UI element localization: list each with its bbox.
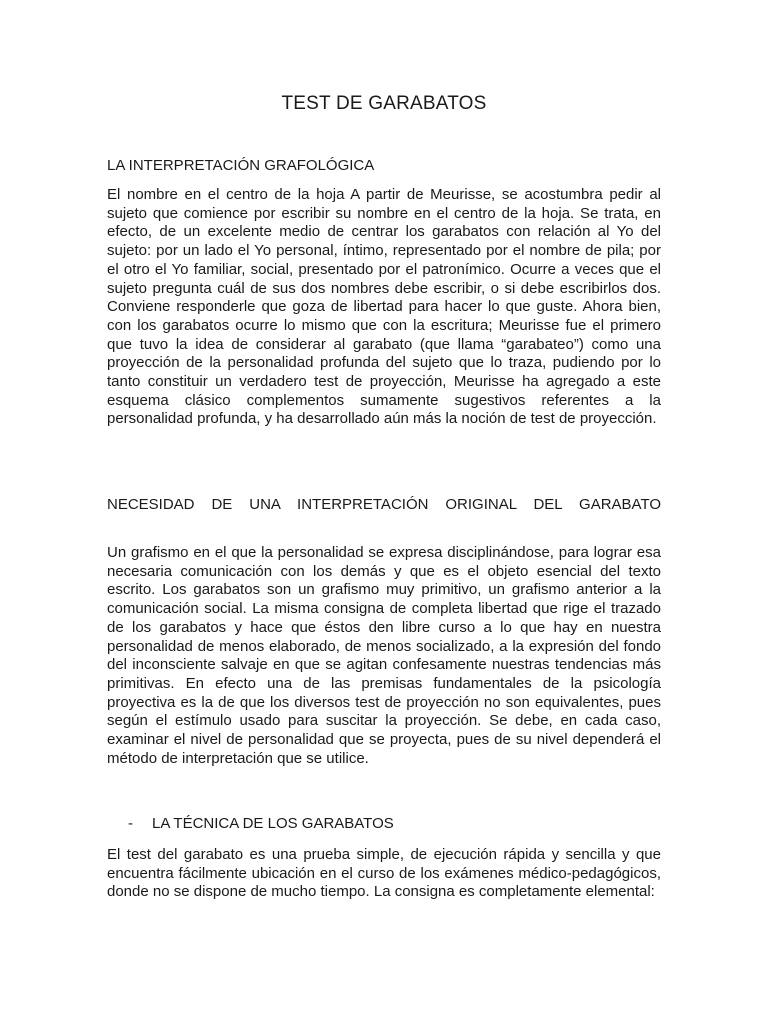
bullet-heading-tecnica-garabatos: [128, 815, 668, 834]
section-paragraph-tecnica-garabatos: El test del garabato es una prueba simple, de ejecución rápida y sencilla y que encuentra fácilmente ubicación en el curso de los exámenes médico-pedagógicos, donde no se dispone de mucho tiempo. La consigna es completamente elemental:: [107, 846, 661, 901]
document-title: TEST DE GARABATOS: [281, 93, 487, 114]
section-heading-tecnica-garabatos: LA TÉCNICA DE LOS GARABATOS: [152, 815, 394, 832]
bullet-marker: -: [128, 815, 133, 832]
section-paragraph-interpretacion-grafologica: El nombre en el centro de la hoja A partir de Meurisse, se acostumbra pedir al sujeto que comience por escribir su nombre en el centro de la hoja. Se trata, en efecto, de un excelente medio de centrar los garabatos con relación al Yo del sujeto: por un lado el Yo personal, íntimo, representado por el nombre de pila; por el otro el Yo familiar, social, presentado por el patronímico. Ocurre a veces que el sujeto pregunta cuál de sus dos nombres debe escribir, o si debe escribirlos dos. Conviene responderle que goza de libertad para hacer lo que guste. Ahora bien, con los garabatos ocurre lo mismo que con la escritura; Meurisse fue el primero que tuvo la idea de considerar al garabato (que llama “garabateo”) como una proyección de la personalidad profunda del sujeto que lo traza, pudiendo por lo tanto constituir un verdadero test de proyección, Meurisse ha agregado a este esquema clásico complementos sumamente sugestivos referentes a la personalidad profunda, y ha desarrollado aún más la noción de test de proyección.: [107, 186, 661, 428]
section-heading-interpretacion-grafologica: LA INTERPRETACIÓN GRAFOLÓGICA: [107, 157, 375, 174]
section-heading-necesidad-interpretacion: NECESIDAD DE UNA INTERPRETACIÓN ORIGINAL DEL GARABATO: [107, 496, 661, 513]
section-paragraph-necesidad-interpretacion: Un grafismo en el que la personalidad se expresa disciplinándose, para lograr esa necesaria comunicación con los demás y que es el objeto esencial del texto escrito. Los garabatos son un grafismo muy primitivo, un grafismo anterior a la comunicación social. La misma consigna de completa libertad que rige el trazado de los garabatos y hace que éstos den libre curso a lo que hay en nuestra personalidad de menos elaborado, de menos socializado, a la expresión del fondo del inconsciente salvaje en que se agitan confesamente nuestras tendencias más primitivas. En efecto una de las premisas fundamentales de la psicología proyectiva es la de que los diversos test de proyección no son equivalentes, pues según el estímulo usado para suscitar la proyección. Se debe, en cada caso, examinar el nivel de personalidad que se proyecta, pues de su nivel dependerá el método de interpretación que se utilice.: [107, 544, 661, 767]
